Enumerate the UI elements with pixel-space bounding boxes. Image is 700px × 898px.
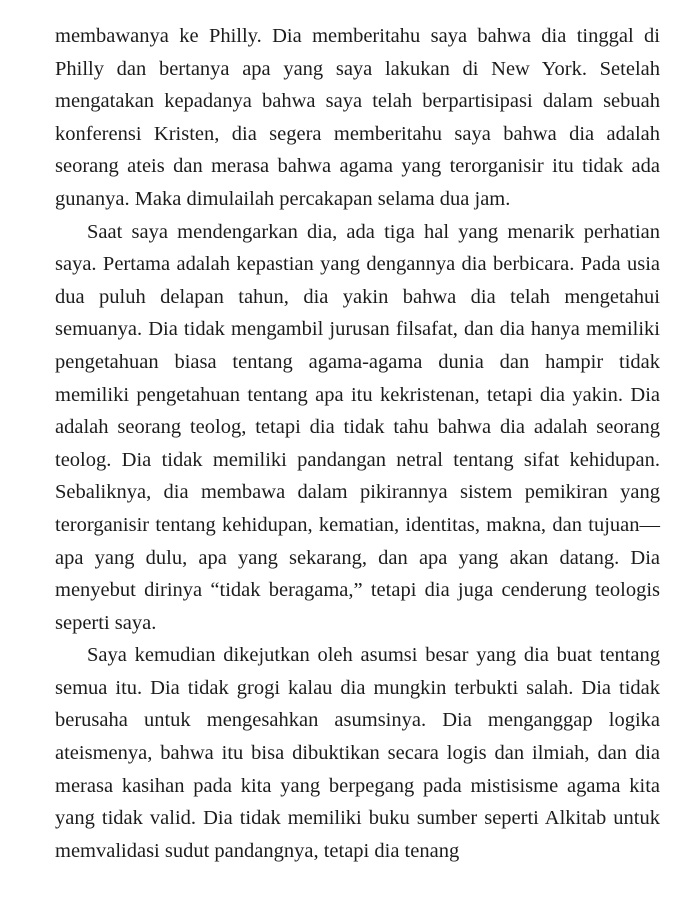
document-page [55,20,660,867]
paragraph-assumptions: Saya kemudian dikejutkan oleh asumsi besar yang dia buat tentang semua itu. Dia tidak grogi kalau dia mungkin terbukti salah. Dia tidak berusaha untuk mengesahkan asumsinya. Dia menganggap logika ateismenya, bahwa itu bisa dibuktikan secara logis dan ilmiah, dan dia merasa kasihan pada kita yang berpegang pada mistisisme agama kita yang tidak valid. Dia tidak memiliki buku sumber seperti Alkitab untuk memvalidasi sudut pandangnya, tetapi dia tenang [55,644,660,862]
paragraph-continued: membawanya ke Philly. Dia memberitahu saya bahwa dia tinggal di Philly dan bertanya apa yang saya lakukan di New York. Setelah mengatakan kepadanya bahwa saya telah berpartisipasi dalam sebuah konferensi Kristen, dia segera memberitahu saya bahwa dia adalah seorang ateis dan merasa bahwa agama yang terorganisir itu tidak ada gunanya. Maka dimulailah percakapan selama dua jam. [55,25,660,210]
paragraph-observations: Saat saya mendengarkan dia, ada tiga hal yang menarik perhatian saya. Pertama adalah kepastian yang dengannya dia berbicara. Pada usia dua puluh delapan tahun, dia yakin bahwa dia telah mengetahui semuanya. Dia tidak mengambil jurusan filsafat, dan dia hanya memiliki pengetahuan biasa tentang agama-agama dunia dan hampir tidak memiliki pengetahuan tentang apa itu kekristenan, tetapi dia yakin. Dia adalah seorang teolog, tetapi dia tidak tahu bahwa dia adalah seorang teolog. Dia tidak memiliki pandangan netral tentang sifat kehidupan. Sebaliknya, dia membawa dalam pikirannya sistem pemikiran yang terorganisir tentang kehidupan, kematian, identitas, makna, dan tujuan—apa yang dulu, apa yang sekarang, dan apa yang akan datang. Dia menyebut dirinya “tidak beragama,” tetapi dia juga cenderung teologis seperti saya. [55,220,660,634]
